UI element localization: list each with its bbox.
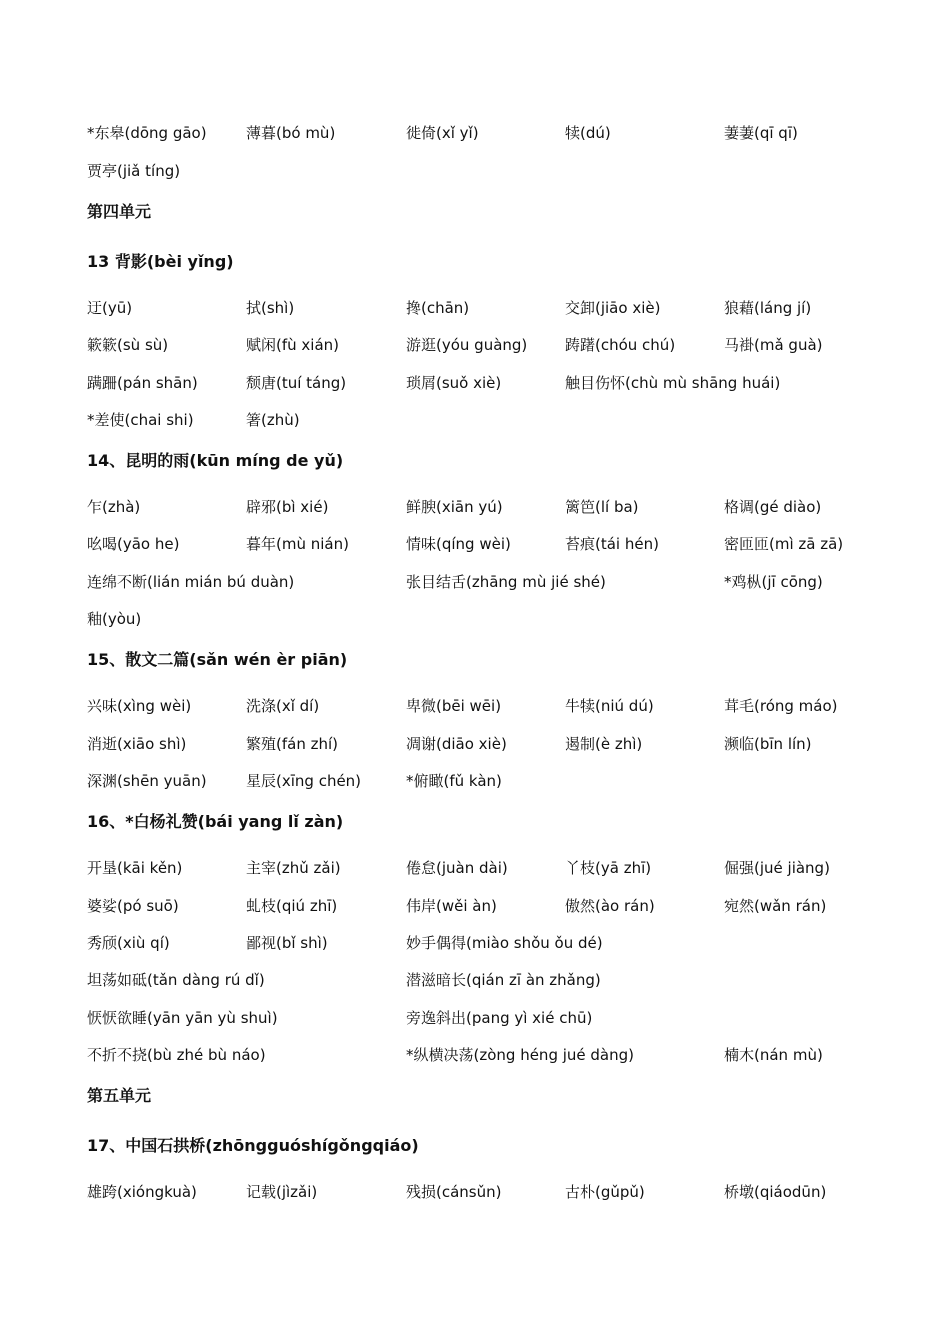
vocab-word: *差使(chai shi)	[87, 411, 194, 429]
vocab-word: 交卸(jiāo xiè)	[565, 299, 661, 317]
vocab-word: 箸(zhù)	[246, 411, 300, 429]
vocab-word: 古朴(gǔpǔ)	[565, 1183, 645, 1201]
vocab-word: 搀(chān)	[406, 299, 470, 317]
vocab-row	[87, 1007, 887, 1029]
vocab-word: 婆娑(pó suō)	[87, 897, 179, 915]
vocab-row	[87, 122, 887, 144]
vocab-word: 遏制(è zhì)	[565, 735, 643, 753]
vocab-word: 主宰(zhǔ zǎi)	[246, 859, 341, 877]
vocab-word: *纵横决荡(zòng héng jué dàng)	[406, 1046, 634, 1064]
vocab-word: 茸毛(róng máo)	[724, 697, 838, 715]
vocab-word: 琐屑(suǒ xiè)	[406, 374, 502, 392]
vocab-word: 开垦(kāi kěn)	[87, 859, 183, 877]
vocab-word: 贾亭(jiǎ tíng)	[87, 162, 181, 180]
section-heading: 第四单元	[87, 202, 152, 221]
vocab-word: 赋闲(fù xián)	[246, 336, 340, 354]
vocab-word: 繁殖(fán zhí)	[246, 735, 338, 753]
vocab-word: 密匝匝(mì zā zā)	[724, 535, 844, 553]
vocab-word: 洗涤(xǐ dí)	[246, 697, 320, 715]
vocab-word: *东皋(dōng gāo)	[87, 124, 207, 142]
vocab-word: 苔痕(tái hén)	[565, 535, 659, 553]
vocab-word: 篱笆(lí ba)	[565, 498, 639, 516]
vocab-row	[87, 334, 887, 356]
vocab-row	[87, 1181, 887, 1203]
vocab-word: 釉(yòu)	[87, 610, 142, 628]
vocab-word: 倦怠(juàn dài)	[406, 859, 508, 877]
vocab-word: 濒临(bīn lín)	[724, 735, 812, 753]
vocab-row	[87, 695, 887, 717]
section-heading: 13 背影(bèi yǐng)	[87, 252, 234, 271]
vocab-word: 踌躇(chóu chú)	[565, 336, 676, 354]
vocab-word: 乍(zhà)	[87, 498, 141, 516]
vocab-word: 星辰(xīng chén)	[246, 772, 362, 790]
vocab-word: 凋谢(diāo xiè)	[406, 735, 507, 753]
vocab-row	[87, 409, 887, 431]
vocab-word: 颓唐(tuí táng)	[246, 374, 347, 392]
vocab-word: 薄暮(bó mù)	[246, 124, 336, 142]
vocab-word: 潜滋暗长(qián zī àn zhǎng)	[406, 971, 601, 989]
vocab-word: 消逝(xiāo shì)	[87, 735, 187, 753]
vocab-word: 兴味(xìng wèi)	[87, 697, 192, 715]
vocab-word: 格调(gé diào)	[724, 498, 822, 516]
vocab-word: *俯瞰(fǔ kàn)	[406, 772, 502, 790]
vocab-word: 傲然(ào rán)	[565, 897, 655, 915]
vocab-row	[87, 733, 887, 755]
vocab-word: 簌簌(sù sù)	[87, 336, 169, 354]
vocab-row	[87, 932, 887, 954]
vocab-word: 连绵不断(lián mián bú duàn)	[87, 573, 295, 591]
vocab-word: 暮年(mù nián)	[246, 535, 349, 553]
vocab-row	[87, 297, 887, 319]
vocab-row	[87, 571, 887, 593]
vocab-word: 倔强(jué jiàng)	[724, 859, 830, 877]
vocab-row	[87, 1044, 887, 1066]
vocab-word: 游逛(yóu guàng)	[406, 336, 528, 354]
vocab-word: 张目结舌(zhāng mù jié shé)	[406, 573, 606, 591]
vocab-row	[87, 895, 887, 917]
vocab-word: 深渊(shēn yuān)	[87, 772, 207, 790]
vocab-word: 虬枝(qiú zhī)	[246, 897, 338, 915]
vocab-row	[87, 160, 887, 182]
section-heading: 14、昆明的雨(kūn míng de yǔ)	[87, 451, 344, 470]
vocab-word: 桥墩(qiáodūn)	[724, 1183, 827, 1201]
vocab-word: 卑微(bēi wēi)	[406, 697, 502, 715]
section-heading: 第五单元	[87, 1086, 152, 1105]
vocab-word: 秀颀(xiù qí)	[87, 934, 170, 952]
vocab-word: 犊(dú)	[565, 124, 611, 142]
vocab-word: 丫枝(yā zhī)	[565, 859, 652, 877]
section-heading: 15、散文二篇(sǎn wén èr piān)	[87, 650, 348, 669]
vocab-word: 记载(jìzǎi)	[246, 1183, 318, 1201]
vocab-row	[87, 969, 887, 991]
vocab-row	[87, 857, 887, 879]
vocab-row	[87, 496, 887, 518]
section-heading: 16、*白杨礼赞(bái yang lǐ zàn)	[87, 812, 344, 831]
vocab-row	[87, 372, 887, 394]
vocab-word: 宛然(wǎn rán)	[724, 897, 827, 915]
vocab-word: 牛犊(niú dú)	[565, 697, 654, 715]
vocab-word: 不折不挠(bù zhé bù náo)	[87, 1046, 266, 1064]
vocab-word: 鄙视(bǐ shì)	[246, 934, 328, 952]
vocab-word: 狼藉(láng jí)	[724, 299, 812, 317]
vocab-word: 坦荡如砥(tǎn dàng rú dǐ)	[87, 971, 265, 989]
vocab-word: 萋萋(qī qī)	[724, 124, 798, 142]
vocab-word: 恹恹欲睡(yān yān yù shuì)	[87, 1009, 278, 1027]
vocab-word: 吆喝(yāo he)	[87, 535, 180, 553]
vocab-word: 触目伤怀(chù mù shāng huái)	[565, 374, 781, 392]
vocab-word: 楠木(nán mù)	[724, 1046, 823, 1064]
vocab-row	[87, 770, 887, 792]
vocab-word: 迂(yū)	[87, 299, 133, 317]
vocab-word: 妙手偶得(miào shǒu ǒu dé)	[406, 934, 603, 952]
section-heading: 17、中国石拱桥(zhōngguóshígǒngqiáo)	[87, 1136, 419, 1155]
vocab-row	[87, 533, 887, 555]
vocab-word: 马褂(mǎ guà)	[724, 336, 823, 354]
vocab-word: 鲜腴(xiān yú)	[406, 498, 503, 516]
vocab-word: 伟岸(wěi àn)	[406, 897, 497, 915]
vocab-word: 拭(shì)	[246, 299, 295, 317]
vocab-row	[87, 608, 887, 630]
vocab-word: 旁逸斜出(pang yì xié chū)	[406, 1009, 593, 1027]
vocab-word: 雄跨(xióngkuà)	[87, 1183, 197, 1201]
vocab-word: 辟邪(bì xié)	[246, 498, 329, 516]
vocab-word: 残损(cánsǔn)	[406, 1183, 502, 1201]
vocab-word: *鸡枞(jī cōng)	[724, 573, 823, 591]
vocab-word: 情味(qíng wèi)	[406, 535, 511, 553]
vocab-word: 蹒跚(pán shān)	[87, 374, 198, 392]
vocab-word: 徙倚(xǐ yǐ)	[406, 124, 479, 142]
